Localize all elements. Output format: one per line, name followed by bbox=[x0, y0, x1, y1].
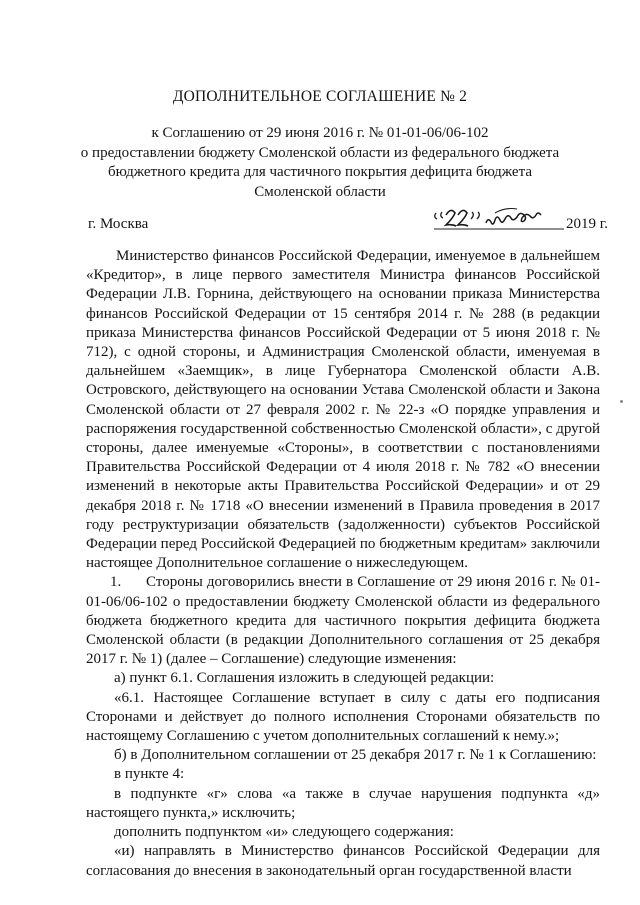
subtitle-line: Смоленской области bbox=[254, 183, 386, 200]
date-year: 2019 г. bbox=[566, 216, 608, 232]
document-title: ДОПОЛНИТЕЛЬНОЕ СОГЛАШЕНИЕ № 2 bbox=[172, 88, 468, 105]
scan-speck bbox=[620, 400, 623, 403]
paragraph-item-a: а) пункт 6.1. Соглашения изложить в следующей редакции: bbox=[114, 670, 495, 687]
subtitle-line: бюджетного кредита для частичного покрытия дефицита бюджета bbox=[108, 164, 532, 180]
paragraph-subpoint-i: «и) направлять в Министерство финансов Российской Федерации для согласования до внесения в законодательный орган государственной власти bbox=[86, 843, 600, 879]
paragraph-subpoint-g: в подпункте «г» слова «а также в случае нарушения подпункта «д» настоящего пункта,» исключить; bbox=[86, 785, 600, 821]
paragraph-preamble: Министерство финансов Российской Федерации, именуемое в дальнейшем «Кредитор», в лице первого заместителя Министра финансов Российской Федерации Л.В. Горнина, действующего на основании приказа Министерства финансов Российской Федерации от 15 сентября 2014 г. № 288 (в редакции приказа Министерства финансов Российской Федерации от 5 июня 2018 г. № 712), с одной стороны, и Администрация Смоленской области, именуемая в дальнейшем «Заемщик», в лице Губернатора Смоленской области А.В. Островского, действующего на основании Устава Смоленской области и Закона Смоленской области от 27 февраля 2002 г. № 22-з «О порядке управления и распоряжения государственной собственностью Смоленской области», с другой стороны, далее именуемые «Стороны», в соответствии с постановлениями Правительства Российской Федерации от 4 июля 2018 г. № 782 «О внесении изменений в некоторые акты Правительства Российской Федерации» и от 29 декабря 2018 г. № 1718 «О внесении изменений в Правила проведения в 2017 году реструктуризации обязательств (задолженности) субъектов Российской Федерации перед Российской Федерацией по бюджетным кредитам» заключили настоящее Дополнительное соглашение о нижеследующем. bbox=[86, 248, 600, 572]
document-body bbox=[86, 247, 600, 881]
handwritten-date bbox=[432, 203, 608, 233]
paragraph-add-subpoint-i: дополнить подпунктом «и» следующего содержания: bbox=[114, 824, 454, 841]
paragraph-item-b: б) в Дополнительном соглашении от 25 декабря 2017 г. № 1 к Соглашению: bbox=[114, 747, 597, 764]
subtitle-line: о предоставлении бюджету Смоленской области из федерального бюджета bbox=[80, 144, 560, 161]
subtitle-line: к Соглашению от 29 июня 2016 г. № 01-01-06/06-102 bbox=[151, 125, 489, 141]
city-label: г. Москва bbox=[88, 216, 149, 232]
document-subtitle bbox=[60, 124, 580, 202]
paragraph-point-4: в пункте 4: bbox=[114, 766, 185, 783]
paragraph-quote-6-1: «6.1. Настоящее Соглашение вступает в силу с даты его подписания Сторонами и действует до полного исполнения Сторонами обязательств по настоящему Соглашению с учетом дополнительных соглашений к нему.»; bbox=[86, 689, 600, 745]
paragraph-clause-1: 1. Стороны договорились внести в Соглашение от 29 июня 2016 г. № 01-01-06/06-102 о предоставлении бюджету Смоленской области из федерального бюджета бюджетного кредита для частичного покрытия дефицита бюджета Смоленской области (в редакции Дополнительного соглашения от 25 декабря 2017 г. № 1) (далее – Соглашение) следующие изменения: bbox=[86, 574, 600, 668]
